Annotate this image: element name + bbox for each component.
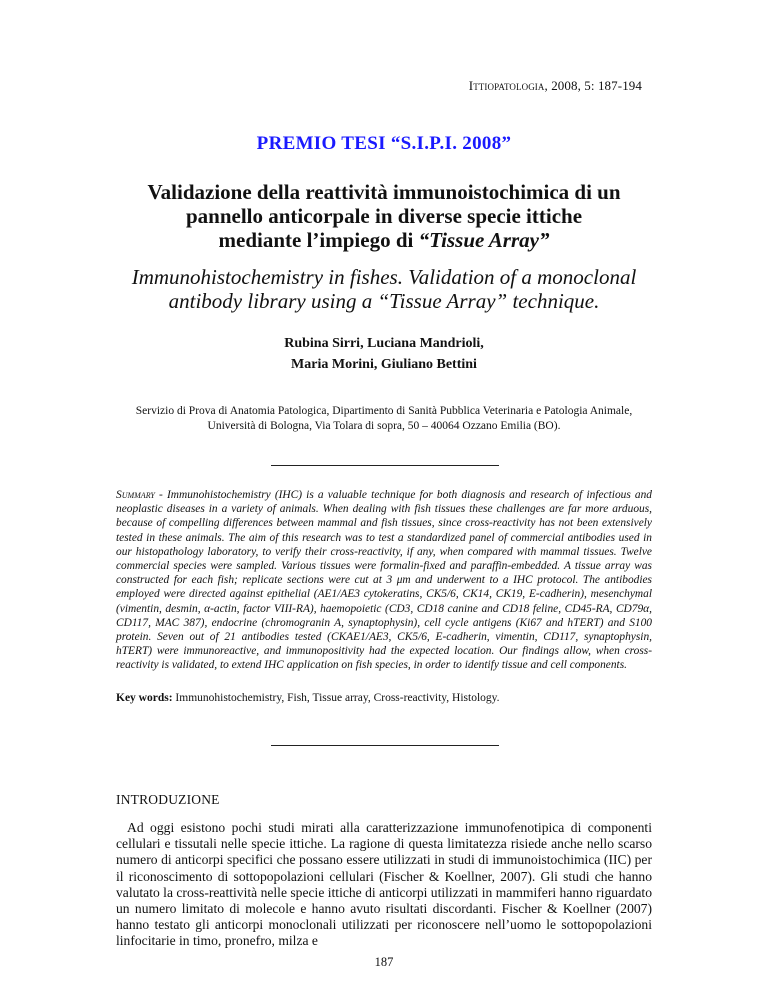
- body-paragraph: Ad oggi esistono pochi studi mirati alla caratterizzazione immunofenotipica di componenti cellulari e tissutali nelle specie ittiche. La ragione di questa limitatezza risiede anche nello scarso numero di anticorpi specifici che possano essere utilizzati in studi di immunoistochimica (IIC) per il riconoscimento di sottopopolazioni cellulari (Fischer & Koellner, 2007). Gli studi che hanno valutato la cross-reattività nelle specie ittiche di anticorpi utilizzati in mammiferi hanno riguardato un numero limitato di molecole e hanno avuto risultati discordanti. Fischer & Koellner (2007) hanno testato gli anticorpi monoclonali utilizzati per riconoscere nell’uomo le sottopopolazioni linfocitarie in timo, pronefro, milza e: [116, 820, 653, 949]
- english-title: [90, 265, 678, 313]
- english-title-line-2: antibody library using a “Tissue Array” technique.: [168, 289, 600, 313]
- summary-abstract: [116, 488, 652, 673]
- italian-title-line-3-emphasis: “Tissue Array”: [418, 228, 550, 252]
- journal-header: [469, 78, 642, 94]
- italian-title-line-3: [100, 228, 668, 252]
- section-heading: INTRODUZIONE: [116, 792, 220, 807]
- affiliation-line-2: Università di Bologna, Via Tolara di sopra, 50 – 40064 Ozzano Emilia (BO).: [207, 420, 561, 432]
- italian-title: [100, 180, 668, 252]
- summary-label: Summary: [116, 489, 155, 501]
- author-list: [0, 333, 768, 375]
- keywords-text: Immunohistochemistry, Fish, Tissue array, Cross-reactivity, Histology.: [172, 692, 500, 704]
- summary-text: - Immunohistochemistry (IHC) is a valuable technique for both diagnosis and research of infectious and neoplastic diseases in a variety of animals. When dealing with fish tissues these challenges are far more arduous, because of compelling differences between mammal and fish tissues, since cross-reactivity has not been extensively tested in these animals. The aim of this research was to test a standardized panel of commercial antibodies used in our histopathology laboratory, to verify their cross-reactivity, if any, when compared with mammal tissues. Twelve commercial species were sampled. Various tissues were formalin-fixed and paraffin-embedded. A tissue array was constructed for each fish; replicate sections were cut at 3 μm and underwent to a IHC protocol. The antibodies employed were directed against epithelial (AE1/AE3 cytokeratins, CK5/6, CK14, CK19, E-cadherin), mesenchymal (vimentin, desmin, α-actin, factor VIII-RA), haemopoietic (CD3, CD18 canine and CD18 feline, CD45-RA, CD79α, CD117, MAC 387), endocrine (chromogranin A, synaptophysin), cell cycle antigens (Ki67 and hTERT) and S100 protein. Seven out of 21 antibodies tested (CKAE1/AE3, CK5/6, E-cadherin, vimentin, CD117, synaptophysin, hTERT) were immunoreactive, and immunopositivity had the expected location. Our findings allow, when cross-reactivity is validated, to extend IHC application on fish species, in order to identify tissue and cell components.: [116, 489, 652, 672]
- keywords: [116, 692, 652, 704]
- award-heading: PREMIO TESI “S.I.P.I. 2008”: [256, 133, 512, 154]
- affiliation: [110, 404, 658, 434]
- italian-title-line-2: pannello anticorpale in diverse specie ittiche: [185, 204, 583, 228]
- italian-title-line-3-prefix: mediante l’impiego di: [218, 228, 419, 252]
- keywords-label: Key words:: [116, 692, 173, 704]
- divider-bottom: [271, 745, 499, 746]
- affiliation-line-1: Servizio di Prova di Anatomia Patologica, Dipartimento di Sanità Pubblica Veterinaria e Patologia Animale,: [135, 405, 633, 417]
- journal-name: Ittiopatologia: [468, 78, 545, 93]
- italian-title-line-1: Validazione della reattività immunoistochimica di un: [147, 180, 621, 204]
- english-title-line-1: Immunohistochemistry in fishes. Validation of a monoclonal: [131, 265, 637, 289]
- divider-top: [271, 465, 499, 466]
- authors-line-2: Maria Morini, Giuliano Bettini: [291, 357, 477, 372]
- authors-line-1: Rubina Sirri, Luciana Mandrioli,: [284, 336, 484, 351]
- page-number: 187: [374, 955, 394, 969]
- journal-citation: , 2008, 5: 187-194: [544, 78, 642, 93]
